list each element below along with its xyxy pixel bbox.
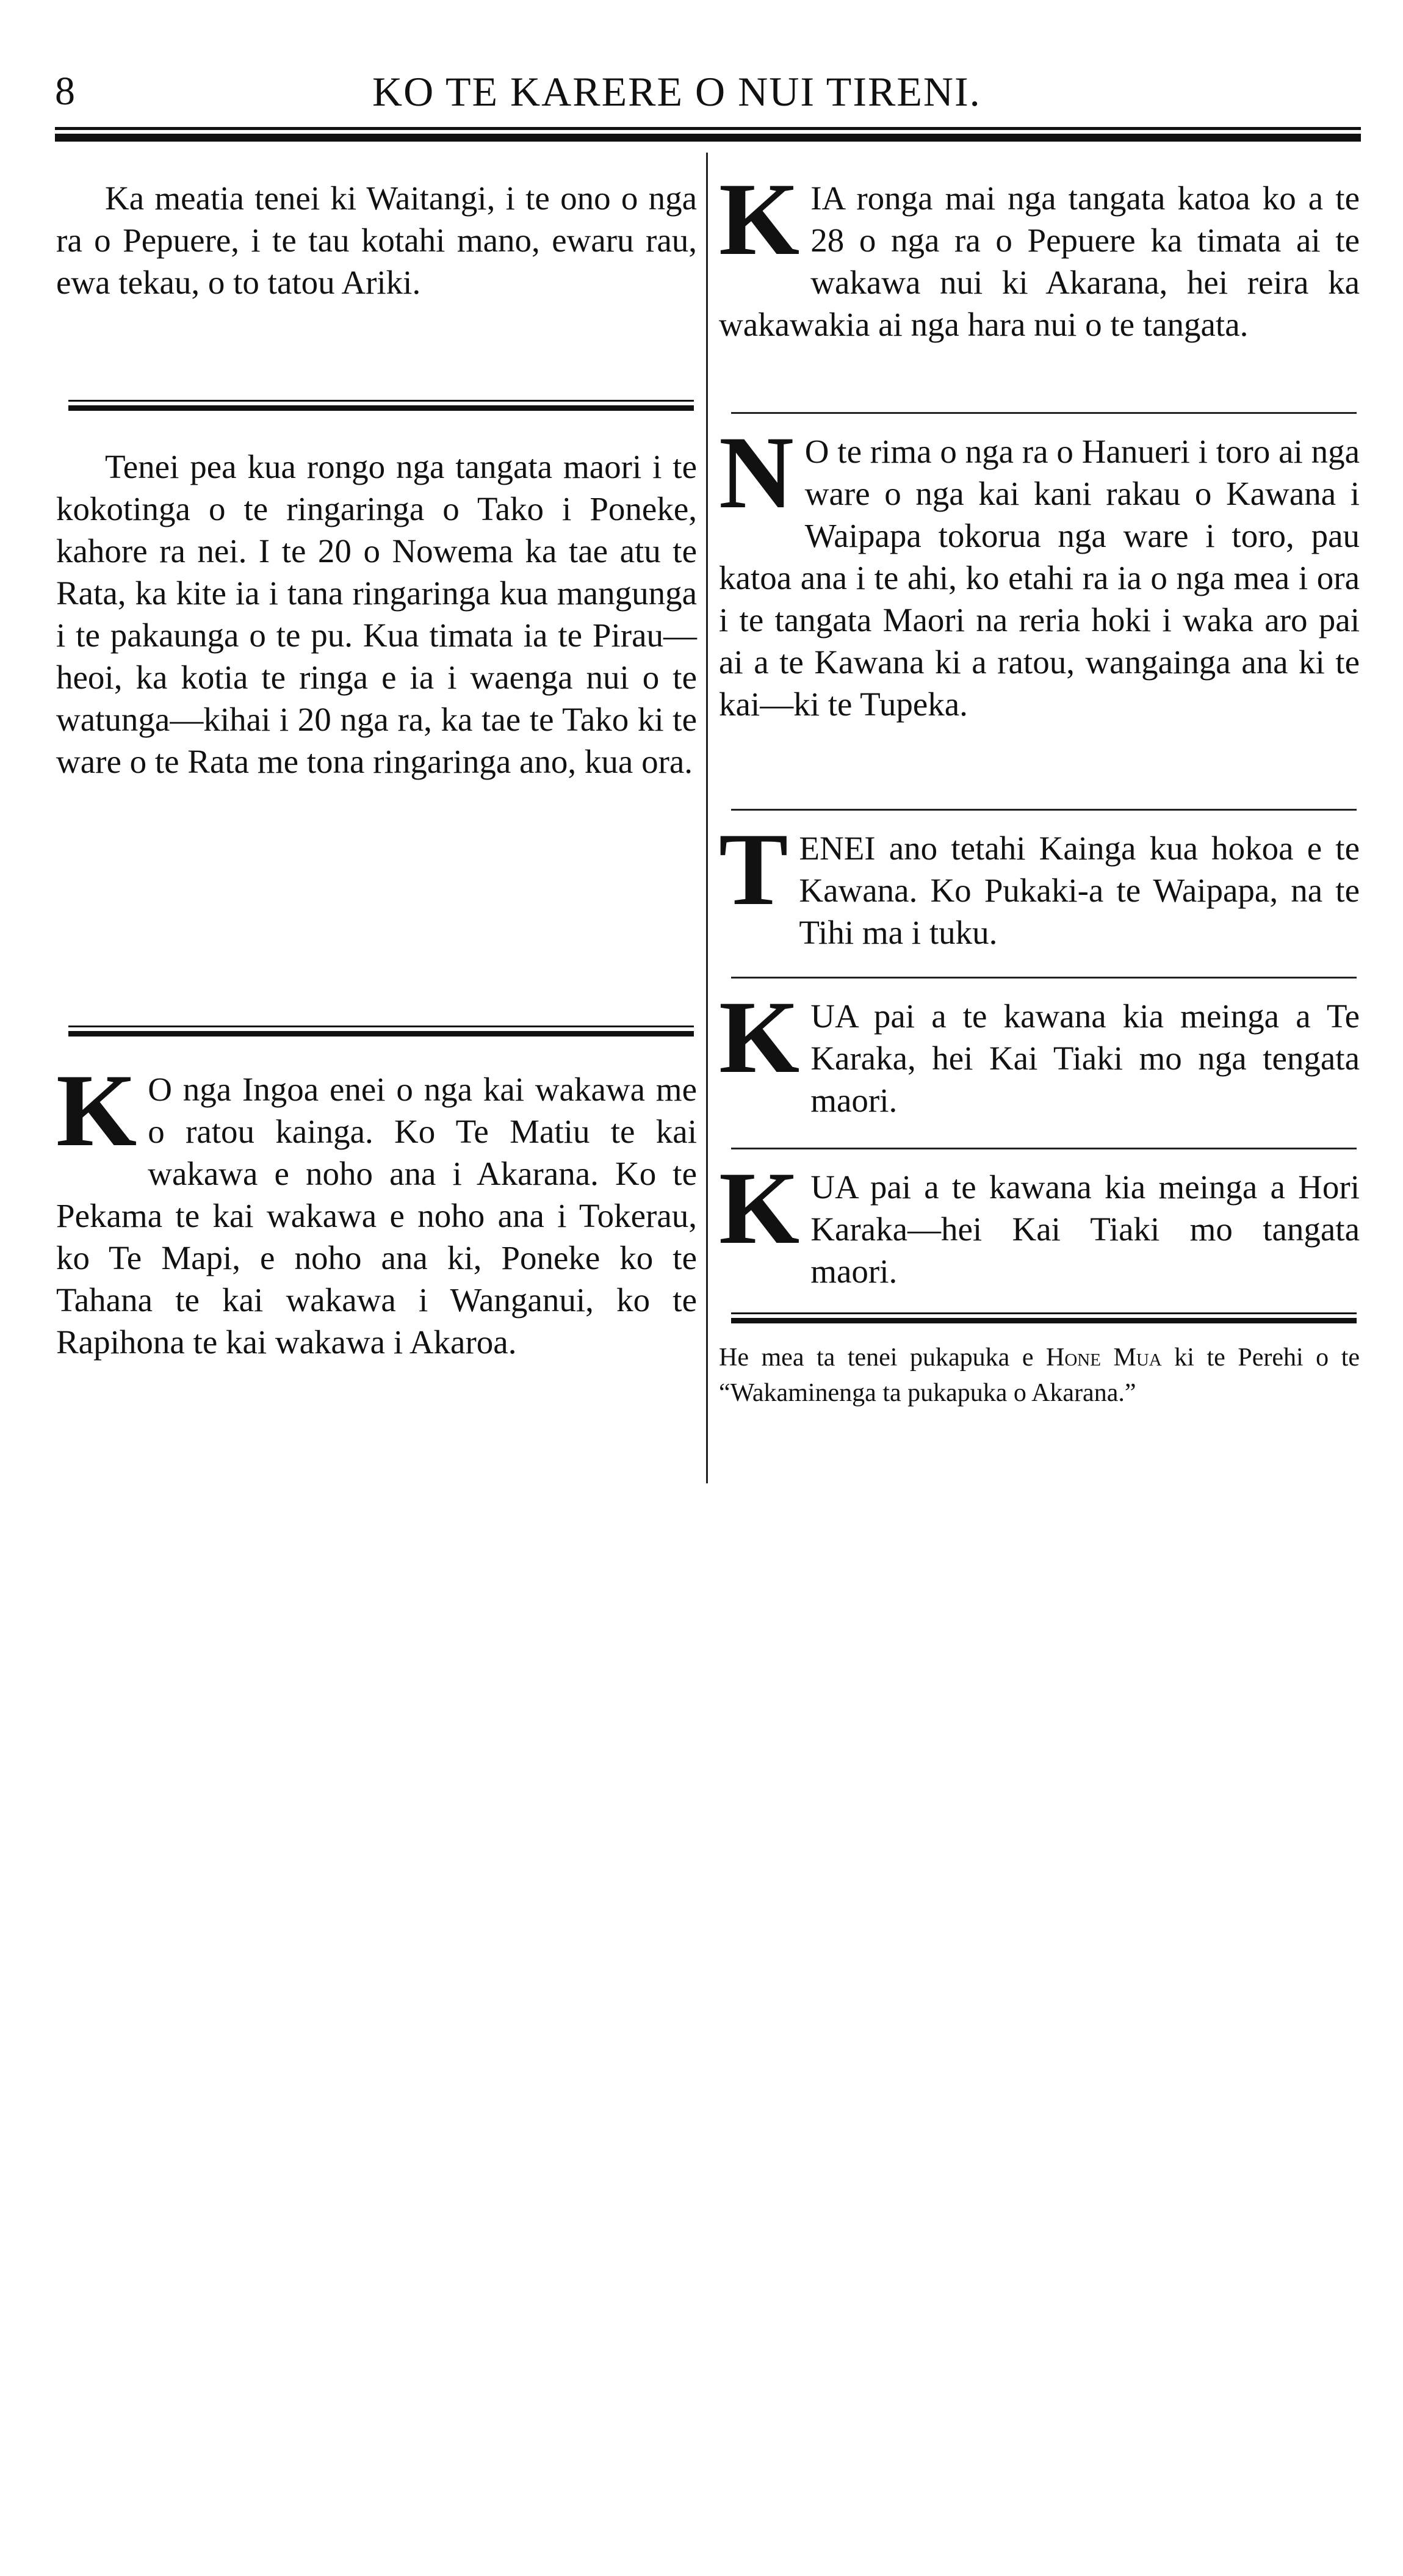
dropcap: T <box>719 812 788 927</box>
article-land-block <box>719 812 1360 953</box>
dropcap: K <box>719 162 800 277</box>
article-hori-text <box>719 1151 1360 1292</box>
article-karaka-block <box>719 980 1360 1121</box>
article-hori-block <box>719 1151 1360 1292</box>
header-rule <box>55 127 1361 142</box>
dropcap: K <box>56 1053 137 1168</box>
article-judges-body: O nga Ingoa enei o nga kai wakawa me o ratou kainga. Ko Te Matiu te kai wakawa e noho ana i Akarana. Ko te Pekama te kai wakawa e noho ana i Tokerau, ko Te Mapi, e noho ana ki, Poneke ko te Tahana te kai wakawa i Wanganui, ko te Rapihona te kai wakawa i Akaroa. <box>56 1071 697 1361</box>
article-tako-text: Tenei pea kua rongo nga tangata maori i te kokotinga o te ringaringa o Tako i Poneke, kahore ra nei. I te 20 o Nowema ka tae atu te Rata, ka kite ia i tana ringaringa kua mangunga i te pakaunga o te pu. Kua timata ia te Pirau—heoi, ka kotia te ringa e ia i waenga nui o te watunga—kihai i 20 nga ra, ka tae te Tako ki te ware o te Rata me tona ringaringa ano, kua ora. <box>56 448 697 780</box>
article-separator <box>731 1148 1357 1149</box>
article-court-block <box>719 162 1360 346</box>
article-hori-body: UA pai a te kawana kia meinga a Hori Karaka—hei Kai Tiaki mo tangata maori. <box>810 1168 1360 1290</box>
colophon-separator <box>731 1312 1357 1323</box>
article-court-text <box>719 162 1360 346</box>
dropcap: K <box>719 1151 800 1265</box>
article-fire-text <box>719 415 1360 725</box>
article-fire-block <box>719 415 1360 725</box>
colophon <box>719 1340 1360 1411</box>
article-land-text <box>719 812 1360 953</box>
printer-name: Hone Mua <box>1046 1344 1162 1372</box>
article-land-body: ENEI ano tetahi Kainga kua hokoa e te Kawana. Ko Pukaki-a te Waipapa, na te Tihi ma i tuku. <box>799 830 1360 951</box>
colophon-before: He mea ta tenei pukapuka e <box>719 1344 1034 1372</box>
article-separator <box>68 1026 694 1037</box>
article-separator <box>731 412 1357 414</box>
closing-paragraph-block <box>56 177 697 303</box>
article-separator <box>68 400 694 411</box>
article-separator <box>731 977 1357 979</box>
article-court-body: IA ronga mai nga tangata katoa ko a te 28 o nga ra o Pepuere ka timata ai te wakawa nui ki Akarana, hei reira ka wakawakia ai nga hara nui o te tangata. <box>719 179 1360 343</box>
article-separator <box>731 809 1357 811</box>
closing-paragraph: Ka meatia tenei ki Waitangi, i te ono o nga ra o Pepuere, i te tau kotahi mano, ewaru rau, ewa tekau, o to tatou Ariki. <box>56 179 697 301</box>
article-tako-block <box>56 446 697 783</box>
colophon-block <box>719 1340 1360 1411</box>
article-fire-body: O te rima o nga ra o Hanueri i toro ai nga ware o nga kai kani rakau o Kawana i Waipapa tokorua nga ware i toro, pau katoa ana i te ahi, ko etahi ra ia o nga mea i ora i te tangata Maori na reria hoki i waka aro pai ai a te Kawana ki a ratou, wangainga ana ki te kai—ki te Tupeka. <box>719 433 1360 723</box>
article-karaka-body: UA pai a te kawana kia meinga a Te Karaka, hei Kai Tiaki mo nga tengata maori. <box>810 997 1360 1119</box>
article-karaka-text <box>719 980 1360 1121</box>
page-number: 8 <box>55 69 75 114</box>
running-title: KO TE KARERE O NUI TIRENI. <box>372 68 981 115</box>
colophon-after: ki te Perehi o te “Wakaminenga ta pukapuka o Akarana.” <box>719 1344 1360 1407</box>
dropcap: K <box>719 980 800 1094</box>
article-judges-text <box>56 1053 697 1363</box>
column-divider <box>706 153 708 1483</box>
dropcap: N <box>719 415 794 530</box>
article-judges-block <box>56 1053 697 1363</box>
page-header <box>55 61 1367 122</box>
